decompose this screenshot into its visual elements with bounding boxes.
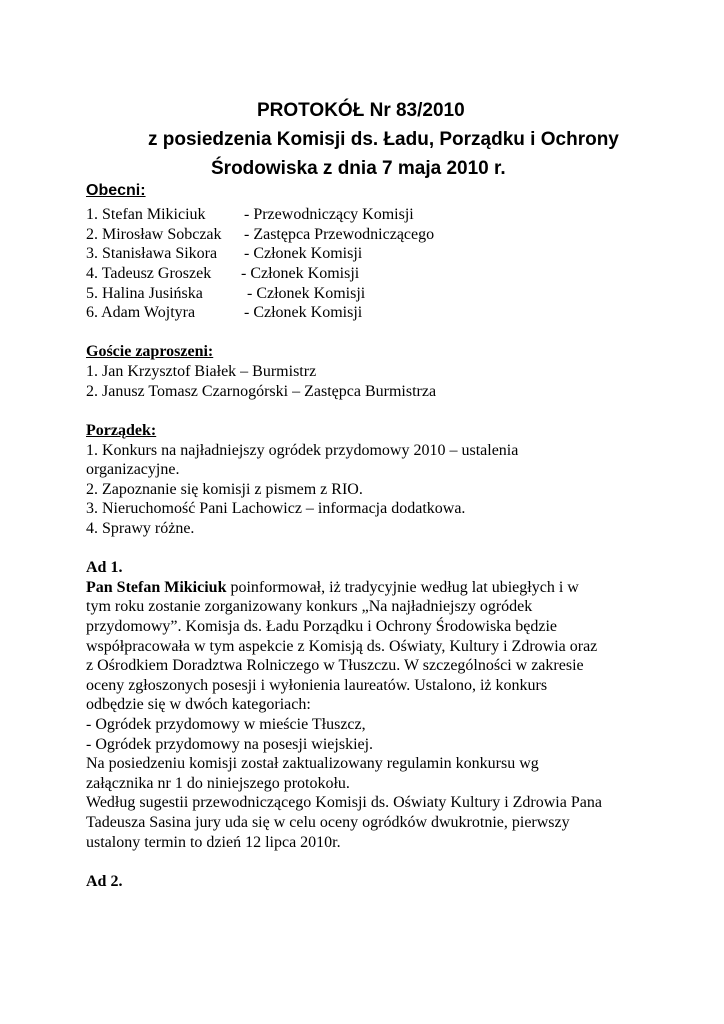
document-subtitle-line-1: z posiedzenia Komisji ds. Ładu, Porządku i Ochrony — [148, 129, 619, 150]
member-role: - Przewodniczący Komisji — [244, 206, 414, 223]
agenda-line: 2. Zapoznanie się komisji z pismem z RIO. — [86, 481, 363, 498]
ad1-line: Według sugestii przewodniczącego Komisji ds. Oświaty Kultury i Zdrowia Pana — [86, 794, 602, 811]
ad1-line: Tadeusza Sasina jury uda się w celu oceny ogródków dwukrotnie, pierwszy — [86, 814, 570, 831]
member-role: - Członek Komisji — [244, 304, 363, 321]
speaker-name: Pan Stefan Mikiciuk — [86, 579, 227, 596]
ad1-line: załącznika nr 1 do niniejszego protokołu. — [86, 775, 350, 792]
member-role: - Członek Komisji — [247, 285, 366, 302]
member-name: 2. Mirosław Sobczak — [86, 226, 222, 243]
member-role: - Członek Komisji — [244, 245, 363, 262]
member-role: - Zastępca Przewodniczącego — [244, 226, 435, 243]
ad1-line: odbędzie się w dwóch kategoriach: — [86, 696, 311, 713]
member-name: 4. Tadeusz Groszek — [86, 265, 212, 282]
ad1-line: Na posiedzeniu komisji został zaktualizowany regulamin konkursu wg — [86, 755, 539, 772]
agenda-line: organizacyjne. — [86, 461, 180, 478]
ad1-line: oceny zgłoszonych posesji i wyłonienia laureatów. Ustalono, iż konkurs — [86, 677, 548, 694]
ad1-line: współpracowała w tym aspekcie z Komisją ds. Oświaty, Kultury i Zdrowia oraz — [86, 638, 598, 655]
ad1-paragraph-first-line — [86, 578, 579, 598]
agenda-line: 4. Sprawy różne. — [86, 520, 195, 537]
member-name: 3. Stanisława Sikora — [86, 245, 218, 262]
member-name: 5. Halina Jusińska — [86, 285, 203, 302]
agenda-heading: Porządek: — [86, 422, 157, 439]
guests-heading: Goście zaproszeni: — [86, 343, 214, 360]
agenda-line: 3. Nieruchomość Pani Lachowicz – informacja dodatkowa. — [86, 500, 466, 517]
ad1-line: tym roku zostanie zorganizowany konkurs „Na najładniejszy ogródek — [86, 598, 533, 615]
ad1-line: - Ogródek przydomowy w mieście Tłuszcz, — [86, 716, 366, 733]
guest-item: 1. Jan Krzysztof Białek – Burmistrz — [86, 363, 317, 380]
ad1-line: ustalony termin to dzień 12 lipca 2010r. — [86, 834, 341, 851]
present-heading: Obecni: — [86, 182, 146, 199]
ad1-line: - Ogródek przydomowy na posesji wiejskiej. — [86, 736, 374, 753]
document-title: PROTOKÓŁ Nr 83/2010 — [257, 100, 465, 121]
member-role: - Członek Komisji — [241, 265, 360, 282]
ad2-heading: Ad 2. — [86, 873, 123, 890]
ad1-heading: Ad 1. — [86, 559, 123, 576]
member-name: 6. Adam Wojtyra — [86, 304, 196, 321]
document-subtitle-line-2: Środowiska z dnia 7 maja 2010 r. — [211, 158, 506, 179]
agenda-line: 1. Konkurs na najładniejszy ogródek przydomowy 2010 – ustalenia — [86, 442, 519, 459]
ad1-line: przydomowy”. Komisja ds. Ładu Porządku i Ochrony Środowiska będzie — [86, 618, 558, 635]
ad1-first-line-text: poinformował, iż tradycyjnie według lat ubiegłych i w — [226, 579, 579, 596]
member-name: 1. Stefan Mikiciuk — [86, 206, 206, 223]
guest-item: 2. Janusz Tomasz Czarnogórski – Zastępca Burmistrza — [86, 383, 437, 400]
ad1-line: z Ośrodkiem Doradztwa Rolniczego w Tłuszczu. W szczególności w zakresie — [86, 657, 584, 674]
